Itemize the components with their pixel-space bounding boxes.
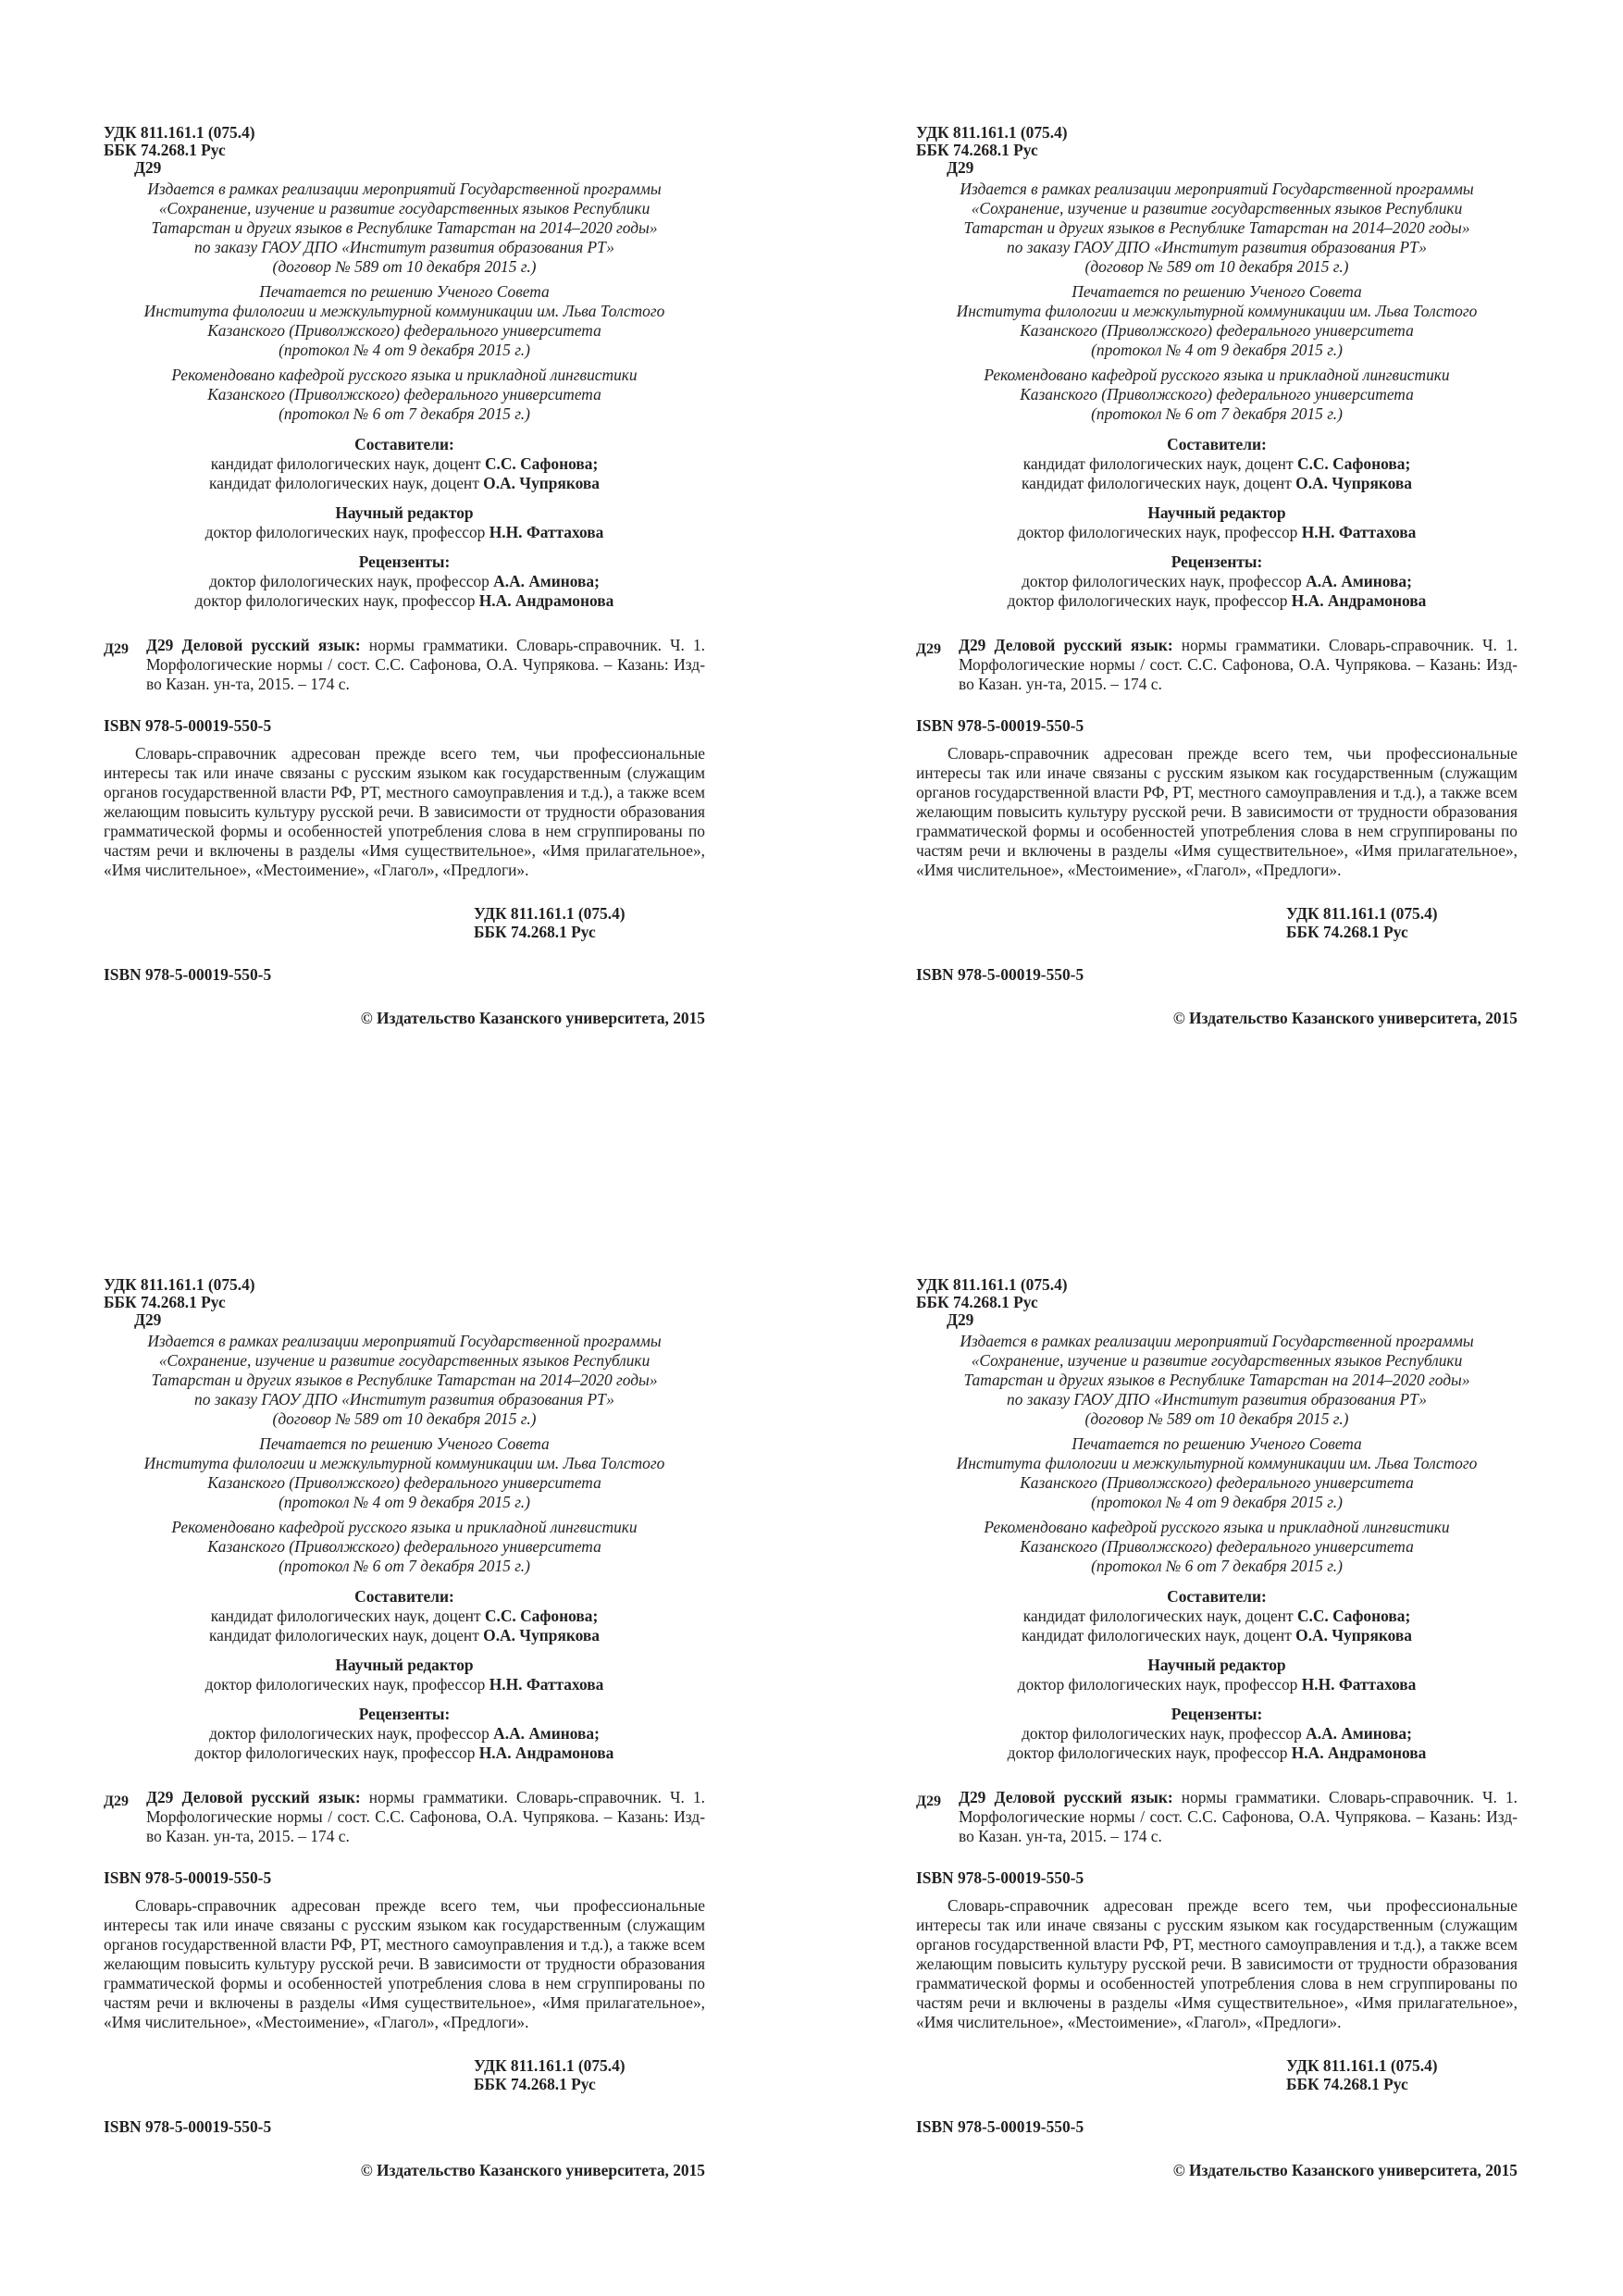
note-line: Института филологии и межкультурной коммуникации им. Льва Толстого (143, 302, 665, 320)
udk-code: УДК 811.161.1 (075.4) (474, 904, 626, 923)
copyright-card-bottom-right (916, 1276, 1518, 2285)
note-line: Издается в рамках реализации мероприятий Государственной программы (960, 180, 1474, 198)
note-line: (протокол № 6 от 7 декабря 2015 г.) (1091, 404, 1343, 423)
note-line: Татарстан и других языков в Республике Татарстан на 2014–2020 годы» (963, 218, 1470, 237)
note-line: Издается в рамках реализации мероприятий Государственной программы (147, 180, 662, 198)
copyright: © Издательство Казанского университета, 2015 (360, 2161, 705, 2179)
note-line: Татарстан и других языков в Республике Татарстан на 2014–2020 годы» (151, 218, 658, 237)
note-line: Института филологии и межкультурной коммуникации им. Льва Толстого (143, 1454, 665, 1472)
author-mark: Д29 (947, 1310, 974, 1329)
note-line: Института филологии и межкультурной коммуникации им. Льва Толстого (956, 1454, 1478, 1472)
isbn: ISBN 978-5-00019-550-5 (104, 716, 272, 735)
department-note (104, 1518, 705, 1576)
compiler-title: кандидат филологических наук, доцент (1022, 1607, 1297, 1625)
editor-name: Н.Н. Фаттахова (1301, 1675, 1417, 1694)
department-note (916, 366, 1518, 424)
note-line: Издается в рамках реализации мероприятий Государственной программы (960, 1332, 1474, 1350)
note-line: Казанского (Приволжского) федерального университета (1020, 385, 1414, 403)
note-line: Казанского (Приволжского) федерального университета (1020, 1473, 1414, 1492)
note-line: (протокол № 4 от 9 декабря 2015 г.) (1091, 1493, 1343, 1511)
note-line: (договор № 589 от 10 декабря 2015 г.) (1084, 1409, 1349, 1428)
udk-code: УДК 811.161.1 (075.4) (104, 123, 255, 142)
entry-details: нормы грамматики. Словарь-справочник. Ч. 1. Морфологические нормы / сост. С.С. Сафонова, О.А. Чупрякова. – Казань: Изд-во Казан. ун-та, 2015. – 174 с. (146, 636, 706, 693)
note-line: (протокол № 4 от 9 декабря 2015 г.) (279, 1493, 530, 1511)
note-line: по заказу ГАОУ ДПО «Институт развития образования РТ» (194, 238, 614, 256)
reviewer-name: А.А. Аминова; (493, 572, 600, 590)
note-line: Казанского (Приволжского) федерального университета (207, 1473, 601, 1492)
entry-code: Д29 (104, 1793, 130, 1809)
reviewers-heading: Рецензенты: (1171, 552, 1263, 571)
reviewer-name: Н.А. Андрамонова (478, 1744, 614, 1762)
entry-code: Д29 (104, 641, 130, 657)
compiler-line (104, 454, 705, 474)
isbn: ISBN 978-5-00019-550-5 (916, 2117, 1084, 2136)
entry-description (146, 1788, 705, 1846)
compiler-title: кандидат филологических наук, доцент (1022, 454, 1297, 473)
council-note (916, 282, 1518, 360)
reviewer-line (104, 572, 705, 591)
editor-name: Н.Н. Фаттахова (489, 1675, 604, 1694)
bbk-code: ББК 74.268.1 Рус (1286, 923, 1408, 941)
abstract: Словарь-справочник адресован прежде всего тем, чьи профессиональные интересы так или иначе связаны с русским языком как государственным (служащим органов государственной власти РФ, РТ, местного самоуправления и т.д.), а также всем желающим повысить культуру русской речи. В зависимости от трудности образования грамматической формы и особенностей употребления слова в нем сгруппированы по частям речи и включены в разделы «Имя существительное», «Имя прилагательное», «Имя числительное», «Местоимение», «Глагол», «Предлоги». (916, 1896, 1518, 2031)
catalog-entry (104, 1788, 705, 1846)
reviewer-name: Н.А. Андрамонова (1291, 591, 1427, 610)
compiler-name: О.А. Чупрякова (483, 1626, 600, 1644)
compiler-name: С.С. Сафонова; (484, 1607, 599, 1625)
council-note (916, 1434, 1518, 1512)
compiler-name: С.С. Сафонова; (1296, 1607, 1411, 1625)
compiler-name: О.А. Чупрякова (1295, 474, 1412, 492)
reviewer-title: доктор филологических наук, профессор (1007, 1744, 1292, 1762)
note-line: (договор № 589 от 10 декабря 2015 г.) (1084, 257, 1349, 276)
note-line: Печатается по решению Ученого Совета (1072, 282, 1362, 301)
isbn: ISBN 978-5-00019-550-5 (916, 965, 1084, 984)
copyright-card-bottom-left (104, 1276, 705, 2285)
abstract: Словарь-справочник адресован прежде всего тем, чьи профессиональные интересы так или иначе связаны с русским языком как государственным (служащим органов государственной власти РФ, РТ, местного самоуправления и т.д.), а также всем желающим повысить культуру русской речи. В зависимости от трудности образования грамматической формы и особенностей употребления слова в нем сгруппированы по частям речи и включены в разделы «Имя существительное», «Имя прилагательное», «Имя числительное», «Местоимение», «Глагол», «Предлоги». (916, 744, 1518, 879)
entry-description (959, 636, 1518, 694)
program-note (916, 1332, 1518, 1429)
note-line: «Сохранение, изучение и развитие государственных языков Республики (971, 199, 1463, 217)
copyright-card-top-right (916, 124, 1518, 1133)
compiler-title: кандидат филологических наук, доцент (1021, 1626, 1296, 1644)
editor-line (916, 1675, 1518, 1694)
bbk-code: ББК 74.268.1 Рус (916, 141, 1038, 159)
note-line: (договор № 589 от 10 декабря 2015 г.) (272, 257, 537, 276)
note-line: (протокол № 6 от 7 декабря 2015 г.) (279, 1557, 530, 1575)
note-line: Рекомендовано кафедрой русского языка и прикладной лингвистики (171, 1518, 638, 1536)
note-line: «Сохранение, изучение и развитие государственных языков Республики (158, 1351, 650, 1370)
note-line: Рекомендовано кафедрой русского языка и прикладной лингвистики (984, 366, 1450, 384)
author-mark: Д29 (134, 1310, 162, 1329)
note-line: Института филологии и межкультурной коммуникации им. Льва Толстого (956, 302, 1478, 320)
compiler-line (916, 454, 1518, 474)
isbn: ISBN 978-5-00019-550-5 (104, 2117, 272, 2136)
editor-title: доктор филологических наук, профессор (1017, 523, 1302, 541)
council-note (104, 1434, 705, 1512)
compiler-line (104, 1607, 705, 1626)
compilers-heading: Составители: (354, 1587, 454, 1606)
compiler-title: кандидат филологических наук, доцент (208, 1626, 484, 1644)
note-line: (протокол № 4 от 9 декабря 2015 г.) (279, 341, 530, 359)
entry-details: нормы грамматики. Словарь-справочник. Ч. 1. Морфологические нормы / сост. С.С. Сафонова, О.А. Чупрякова. – Казань: Изд-во Казан. ун-та, 2015. – 174 с. (959, 636, 1518, 693)
udk-bbk-block (1286, 2056, 1518, 2093)
note-line: (протокол № 6 от 7 декабря 2015 г.) (279, 404, 530, 423)
udk-bbk-block (474, 2056, 705, 2093)
abstract: Словарь-справочник адресован прежде всего тем, чьи профессиональные интересы так или иначе связаны с русским языком как государственным (служащим органов государственной власти РФ, РТ, местного самоуправления и т.д.), а также всем желающим повысить культуру русской речи. В зависимости от трудности образования грамматической формы и особенностей употребления слова в нем сгруппированы по частям речи и включены в разделы «Имя существительное», «Имя прилагательное», «Имя числительное», «Местоимение», «Глагол», «Предлоги». (104, 1896, 705, 2031)
reviewer-name: Н.А. Андрамонова (478, 591, 614, 610)
reviewer-title: доктор филологических наук, профессор (1022, 572, 1307, 590)
compiler-line (916, 1607, 1518, 1626)
compiler-name: С.С. Сафонова; (484, 454, 599, 473)
abstract: Словарь-справочник адресован прежде всего тем, чьи профессиональные интересы так или иначе связаны с русским языком как государственным (служащим органов государственной власти РФ, РТ, местного самоуправления и т.д.), а также всем желающим повысить культуру русской речи. В зависимости от трудности образования грамматической формы и особенностей употребления слова в нем сгруппированы по частям речи и включены в разделы «Имя существительное», «Имя прилагательное», «Имя числительное», «Местоимение», «Глагол», «Предлоги». (104, 744, 705, 879)
reviewer-line (104, 1724, 705, 1744)
compilers-heading: Составители: (1167, 435, 1267, 453)
reviewer-title: доктор филологических наук, профессор (1022, 1724, 1307, 1743)
editor-name: Н.Н. Фаттахова (1301, 523, 1417, 541)
note-line: по заказу ГАОУ ДПО «Институт развития образования РТ» (1007, 238, 1427, 256)
copyright: © Издательство Казанского университета, 2015 (1172, 2161, 1518, 2179)
editor-heading: Научный редактор (335, 1656, 474, 1674)
compiler-name: С.С. Сафонова; (1296, 454, 1411, 473)
udk-code: УДК 811.161.1 (075.4) (474, 2056, 626, 2075)
compiler-name: О.А. Чупрякова (483, 474, 600, 492)
editor-line (104, 1675, 705, 1694)
council-note (104, 282, 705, 360)
compiler-name: О.А. Чупрякова (1295, 1626, 1412, 1644)
reviewers-heading: Рецензенты: (358, 552, 451, 571)
compiler-title: кандидат филологических наук, доцент (208, 474, 484, 492)
copyright: © Издательство Казанского университета, 2015 (360, 1009, 705, 1027)
entry-title: Д29 Деловой русский язык: (959, 636, 1173, 654)
note-line: (протокол № 4 от 9 декабря 2015 г.) (1091, 341, 1343, 359)
copyright: © Издательство Казанского университета, 2015 (1172, 1009, 1518, 1027)
reviewers-heading: Рецензенты: (358, 1705, 451, 1723)
reviewer-title: доктор филологических наук, профессор (194, 1744, 479, 1762)
note-line: «Сохранение, изучение и развитие государственных языков Республики (971, 1351, 1463, 1370)
note-line: (протокол № 6 от 7 декабря 2015 г.) (1091, 1557, 1343, 1575)
note-line: Казанского (Приволжского) федерального университета (207, 1537, 601, 1556)
note-line: Издается в рамках реализации мероприятий Государственной программы (147, 1332, 662, 1350)
reviewer-name: Н.А. Андрамонова (1291, 1744, 1427, 1762)
note-line: Печатается по решению Ученого Совета (259, 282, 550, 301)
editor-heading: Научный редактор (1147, 1656, 1286, 1674)
reviewer-line (916, 1744, 1518, 1763)
entry-title: Д29 Деловой русский язык: (146, 1788, 361, 1806)
compiler-title: кандидат филологических наук, доцент (1021, 474, 1296, 492)
note-line: Рекомендовано кафедрой русского языка и прикладной лингвистики (984, 1518, 1450, 1536)
program-note (104, 1332, 705, 1429)
entry-title: Д29 Деловой русский язык: (146, 636, 361, 654)
isbn: ISBN 978-5-00019-550-5 (104, 1868, 272, 1887)
entry-description (146, 636, 705, 694)
program-note (104, 180, 705, 277)
author-mark: Д29 (134, 158, 162, 177)
note-line: по заказу ГАОУ ДПО «Институт развития образования РТ» (1007, 1390, 1427, 1409)
program-note (916, 180, 1518, 277)
bbk-code: ББК 74.268.1 Рус (474, 923, 596, 941)
note-line: Татарстан и других языков в Республике Татарстан на 2014–2020 годы» (151, 1371, 658, 1389)
reviewer-name: А.А. Аминова; (1306, 572, 1412, 590)
entry-code: Д29 (916, 641, 942, 657)
udk-code: УДК 811.161.1 (075.4) (1286, 904, 1438, 923)
entry-details: нормы грамматики. Словарь-справочник. Ч. 1. Морфологические нормы / сост. С.С. Сафонова, О.А. Чупрякова. – Казань: Изд-во Казан. ун-та, 2015. – 174 с. (146, 1788, 706, 1845)
editor-line (104, 523, 705, 542)
copyright-card-top-left (104, 124, 705, 1133)
note-line: Печатается по решению Ученого Совета (1072, 1434, 1362, 1453)
udk-code: УДК 811.161.1 (075.4) (916, 123, 1068, 142)
editor-line (916, 523, 1518, 542)
entry-title: Д29 Деловой русский язык: (959, 1788, 1173, 1806)
reviewer-name: А.А. Аминова; (493, 1724, 600, 1743)
editor-title: доктор филологических наук, профессор (1017, 1675, 1302, 1694)
note-line: (договор № 589 от 10 декабря 2015 г.) (272, 1409, 537, 1428)
isbn: ISBN 978-5-00019-550-5 (916, 716, 1084, 735)
compilers-heading: Составители: (354, 435, 454, 453)
note-line: Казанского (Приволжского) федерального университета (1020, 321, 1414, 340)
compiler-line (916, 474, 1518, 493)
isbn: ISBN 978-5-00019-550-5 (916, 1868, 1084, 1887)
department-note (916, 1518, 1518, 1576)
udk-code: УДК 811.161.1 (075.4) (1286, 2056, 1438, 2075)
reviewer-name: А.А. Аминова; (1306, 1724, 1412, 1743)
entry-details: нормы грамматики. Словарь-справочник. Ч. 1. Морфологические нормы / сост. С.С. Сафонова, О.А. Чупрякова. – Казань: Изд-во Казан. ун-та, 2015. – 174 с. (959, 1788, 1518, 1845)
reviewer-line (104, 1744, 705, 1763)
department-note (104, 366, 705, 424)
reviewers-heading: Рецензенты: (1171, 1705, 1263, 1723)
note-line: Казанского (Приволжского) федерального университета (207, 321, 601, 340)
note-line: Печатается по решению Ученого Совета (259, 1434, 550, 1453)
entry-description (959, 1788, 1518, 1846)
compilers-heading: Составители: (1167, 1587, 1267, 1606)
compiler-line (104, 1626, 705, 1645)
note-line: по заказу ГАОУ ДПО «Институт развития образования РТ» (194, 1390, 614, 1409)
reviewer-line (916, 591, 1518, 611)
editor-heading: Научный редактор (335, 503, 474, 522)
note-line: Рекомендовано кафедрой русского языка и прикладной лингвистики (171, 366, 638, 384)
editor-title: доктор филологических наук, профессор (204, 523, 489, 541)
udk-bbk-block (474, 904, 705, 941)
catalog-entry (916, 1788, 1518, 1846)
author-mark: Д29 (947, 158, 974, 177)
compiler-line (104, 474, 705, 493)
bbk-code: ББК 74.268.1 Рус (104, 1293, 226, 1311)
udk-code: УДК 811.161.1 (075.4) (104, 1275, 255, 1294)
compiler-title: кандидат филологических наук, доцент (210, 454, 485, 473)
catalog-entry (104, 636, 705, 694)
note-line: Татарстан и других языков в Республике Татарстан на 2014–2020 годы» (963, 1371, 1470, 1389)
udk-code: УДК 811.161.1 (075.4) (916, 1275, 1068, 1294)
isbn: ISBN 978-5-00019-550-5 (104, 965, 272, 984)
compiler-title: кандидат филологических наук, доцент (210, 1607, 485, 1625)
note-line: Казанского (Приволжского) федерального университета (207, 385, 601, 403)
reviewer-title: доктор филологических наук, профессор (194, 591, 479, 610)
reviewer-line (916, 1724, 1518, 1744)
reviewer-line (916, 572, 1518, 591)
editor-title: доктор филологических наук, профессор (204, 1675, 489, 1694)
bbk-code: ББК 74.268.1 Рус (474, 2075, 596, 2093)
reviewer-title: доктор филологических наук, профессор (209, 1724, 494, 1743)
note-line: «Сохранение, изучение и развитие государственных языков Республики (158, 199, 650, 217)
catalog-entry (916, 636, 1518, 694)
udk-bbk-block (1286, 904, 1518, 941)
bbk-code: ББК 74.268.1 Рус (104, 141, 226, 159)
editor-heading: Научный редактор (1147, 503, 1286, 522)
reviewer-line (104, 591, 705, 611)
bbk-code: ББК 74.268.1 Рус (1286, 2075, 1408, 2093)
reviewer-title: доктор филологических наук, профессор (209, 572, 494, 590)
editor-name: Н.Н. Фаттахова (489, 523, 604, 541)
note-line: Казанского (Приволжского) федерального университета (1020, 1537, 1414, 1556)
reviewer-title: доктор филологических наук, профессор (1007, 591, 1292, 610)
compiler-line (916, 1626, 1518, 1645)
entry-code: Д29 (916, 1793, 942, 1809)
bbk-code: ББК 74.268.1 Рус (916, 1293, 1038, 1311)
